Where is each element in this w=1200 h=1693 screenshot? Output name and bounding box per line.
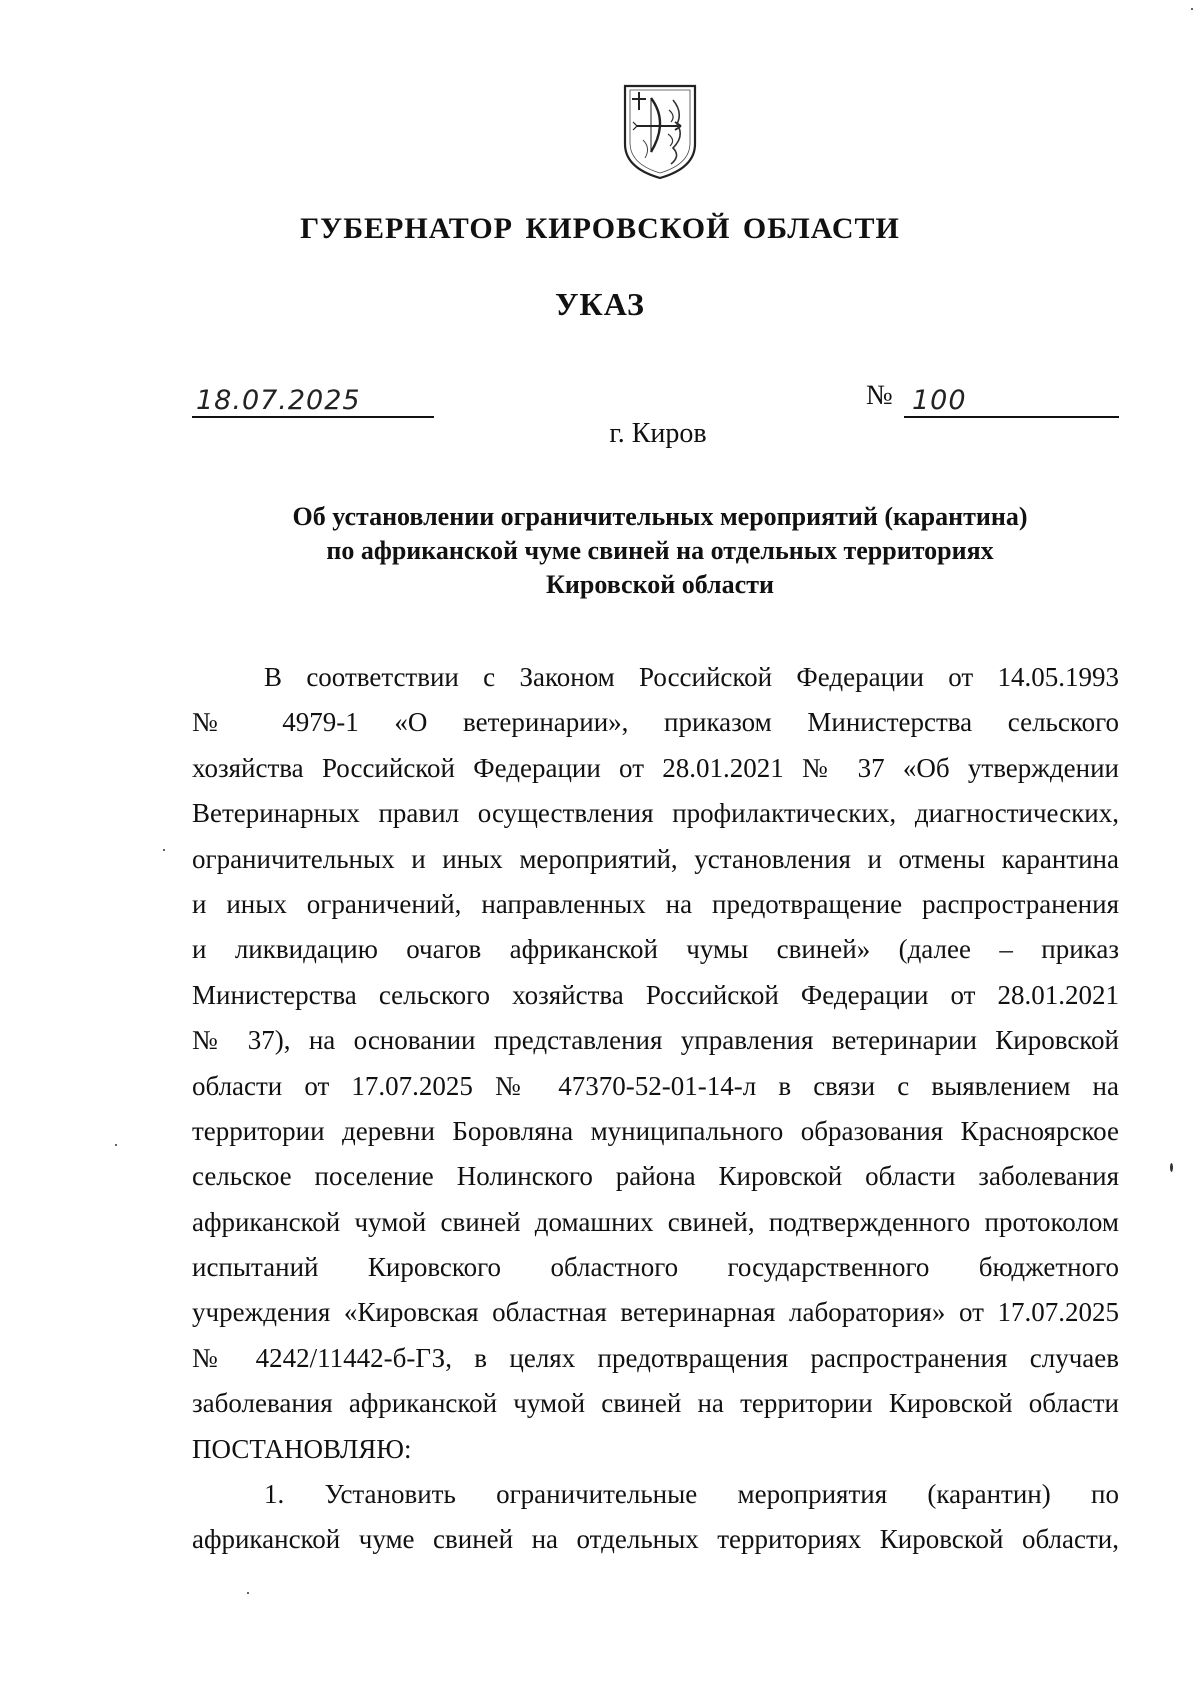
body-line: 1. Установить ограничительные мероприятия (карантин) по xyxy=(264,1479,1119,1510)
number-field xyxy=(904,376,1119,418)
body-line: Министерства сельского хозяйства Российской Федерации от 28.01.2021 xyxy=(192,979,1119,1010)
title-line: Кировской области xyxy=(546,570,774,599)
body-line: и ликвидацию очагов африканской чумы свиней» (далее – приказ xyxy=(192,934,1119,965)
body-line: заболевания африканской чумой свиней на территории Кировской области xyxy=(192,1388,1119,1419)
body-line: № 4242/11442-б-ГЗ, в целях предотвращения распространения случаев xyxy=(192,1342,1119,1373)
body-line: области от 17.07.2025 № 47370-52-01-14-л в связи с выявлением на xyxy=(192,1070,1119,1101)
body-line: ПОСТАНОВЛЯЮ: xyxy=(192,1433,412,1464)
body-line: хозяйства Российской Федерации от 28.01.2021 № 37 «Об утверждении xyxy=(192,752,1119,783)
number-label: № xyxy=(866,380,893,411)
body-line: испытаний Кировского областного государственного бюджетного xyxy=(192,1252,1119,1283)
body-line: № 4979-1 «О ветеринарии», приказом Министерства сельского xyxy=(192,707,1119,738)
body-line: В соответствии с Законом Российской Федерации от 14.05.1993 xyxy=(264,662,1119,692)
body-line: Ветеринарных правил осуществления профилактических, диагностических, xyxy=(192,798,1119,829)
body-line: территории деревни Боровляна муниципального образования Красноярское xyxy=(192,1115,1119,1146)
body-line: африканской чумой свиней домашних свиней, подтвержденного протоколом xyxy=(192,1206,1119,1237)
title-line: Об установлении ограничительных мероприятий (карантина) xyxy=(292,502,1028,531)
title-line: по африканской чуме свиней на отдельных территориях xyxy=(326,536,994,565)
document-number: 100 xyxy=(912,385,967,416)
issuing-authority: ГУБЕРНАТОР КИРОВСКОЙ ОБЛАСТИ xyxy=(300,212,900,245)
document-body xyxy=(192,655,1119,1563)
scan-speck xyxy=(163,849,165,851)
scan-speck xyxy=(1191,8,1193,10)
body-line: ограничительных и иных мероприятий, установления и отмены карантина xyxy=(192,843,1119,874)
scan-speck xyxy=(115,1144,117,1146)
date-field xyxy=(192,376,434,418)
body-line: учреждения «Кировская областная ветеринарная лаборатория» от 17.07.2025 xyxy=(192,1297,1119,1328)
city: г. Киров xyxy=(609,418,707,449)
body-line: сельское поселение Нолинского района Кировской области заболевания xyxy=(192,1161,1119,1192)
document-title xyxy=(180,500,1140,602)
scan-speck xyxy=(1170,1163,1173,1172)
document-type: УКАЗ xyxy=(555,286,645,322)
body-line: африканской чуме свиней на отдельных территориях Кировской области, xyxy=(192,1524,1119,1555)
body-line: № 37), на основании представления управления ветеринарии Кировской xyxy=(192,1025,1119,1056)
coat-of-arms-icon xyxy=(621,82,699,182)
body-line: и иных ограничений, направленных на предотвращение распространения xyxy=(192,888,1119,919)
scan-speck xyxy=(247,1592,249,1594)
document-date: 18.07.2025 xyxy=(196,385,361,416)
